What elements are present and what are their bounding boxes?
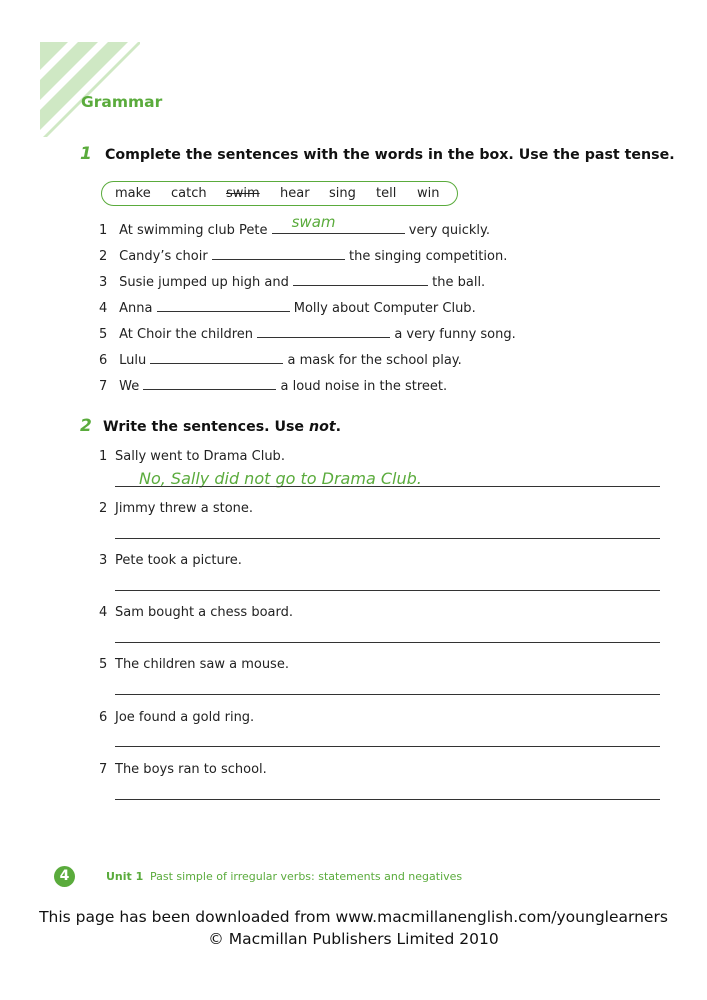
item-number: 6 — [99, 353, 108, 368]
word-box-word: sing — [329, 186, 356, 201]
prompt-sentence — [99, 501, 253, 516]
item-number: 3 — [99, 275, 108, 290]
word-box-word: make — [115, 186, 151, 201]
exercise-number: 1 — [80, 144, 92, 164]
decorative-stripes — [40, 42, 140, 137]
writing-line[interactable] — [115, 799, 660, 800]
word-box-word-crossed: swim — [226, 186, 260, 201]
sentence-before: Anna — [119, 301, 153, 316]
sentence-after: a loud noise in the street. — [280, 379, 448, 394]
exercise-1-header — [80, 144, 675, 164]
writing-line[interactable] — [115, 538, 660, 539]
sentence-after: very quickly. — [408, 223, 490, 238]
writing-line[interactable] — [115, 746, 660, 747]
writing-line[interactable] — [115, 642, 660, 643]
item-number: 3 — [99, 553, 108, 568]
exercise-2-header — [80, 416, 341, 436]
section-title: Grammar — [81, 93, 163, 111]
prompt-text: Jimmy threw a stone. — [115, 501, 254, 516]
prompt-text: The boys ran to school. — [115, 762, 267, 777]
prompt-text: Sam bought a chess board. — [115, 605, 294, 620]
word-box-word: win — [417, 186, 440, 201]
word-box-word: tell — [376, 186, 397, 201]
answer-blank[interactable] — [257, 325, 390, 338]
handwritten-answer: No, Sally did not go to Drama Club. — [139, 469, 422, 488]
sentence-after: the singing competition. — [348, 249, 508, 264]
prompt-sentence — [99, 605, 293, 620]
prompt-sentence — [99, 762, 267, 777]
sentence-before: At Choir the children — [119, 327, 254, 342]
prompt-sentence — [99, 553, 242, 568]
prompt-text: Joe found a gold ring. — [115, 710, 255, 725]
unit-label: Unit 1 — [106, 870, 144, 883]
sentence-item — [99, 213, 490, 238]
sentence-before: Lulu — [119, 353, 147, 368]
prompt-text: The children saw a mouse. — [115, 657, 289, 672]
sentence-after: a mask for the school play. — [287, 353, 462, 368]
sentence-item — [99, 247, 507, 264]
item-number: 4 — [99, 301, 108, 316]
writing-line[interactable] — [115, 590, 660, 591]
prompt-sentence — [99, 449, 285, 464]
exercise-instruction: Write the sentences. Use — [102, 419, 305, 435]
sentence-before: Susie jumped up high and — [119, 275, 289, 290]
item-number: 2 — [99, 501, 108, 516]
item-number: 7 — [99, 762, 108, 777]
sentence-before: At swimming club Pete — [119, 223, 268, 238]
sentence-after: a very funny song. — [394, 327, 516, 342]
sentence-before: Candy’s choir — [119, 249, 208, 264]
item-number: 7 — [99, 379, 108, 394]
answer-blank[interactable] — [272, 213, 405, 234]
prompt-sentence — [99, 657, 289, 672]
page-number-badge: 4 — [54, 866, 75, 887]
answer-blank[interactable] — [212, 247, 345, 260]
sentence-item — [99, 325, 516, 342]
answer-blank[interactable] — [150, 351, 283, 364]
answer-blank[interactable] — [293, 273, 428, 286]
sentence-item — [99, 273, 485, 290]
prompt-text: Pete took a picture. — [115, 553, 242, 568]
word-box-word: hear — [280, 186, 310, 201]
exercise-instruction: Complete the sentences with the words in the box. Use the past tense. — [104, 147, 675, 163]
sentence-item — [99, 351, 462, 368]
answer-blank[interactable] — [143, 377, 276, 390]
item-number: 6 — [99, 710, 108, 725]
sentence-item — [99, 299, 476, 316]
item-number: 5 — [99, 327, 108, 342]
handwritten-answer: swam — [291, 213, 336, 231]
word-box-word: catch — [171, 186, 207, 201]
exercise-number: 2 — [80, 416, 92, 436]
item-number: 4 — [99, 605, 108, 620]
exercise-instruction-emphasis: not — [309, 419, 336, 435]
writing-line[interactable] — [115, 694, 660, 695]
sentence-before: We — [119, 379, 140, 394]
answer-blank[interactable] — [157, 299, 290, 312]
item-number: 2 — [99, 249, 108, 264]
unit-description: Past simple of irregular verbs: statements and negatives — [150, 870, 463, 883]
item-number: 1 — [99, 223, 108, 238]
download-notice: This page has been downloaded from www.macmillanenglish.com/younglearners — [39, 908, 668, 926]
sentence-after: the ball. — [432, 275, 486, 290]
exercise-instruction-end: . — [335, 419, 342, 435]
item-number: 5 — [99, 657, 108, 672]
writing-line[interactable] — [115, 486, 660, 487]
sentence-after: Molly about Computer Club. — [293, 301, 476, 316]
prompt-sentence — [99, 710, 254, 725]
copyright-notice: © Macmillan Publishers Limited 2010 — [208, 930, 499, 948]
sentence-item — [99, 377, 447, 394]
prompt-text: Sally went to Drama Club. — [115, 449, 285, 464]
item-number: 1 — [99, 449, 108, 464]
